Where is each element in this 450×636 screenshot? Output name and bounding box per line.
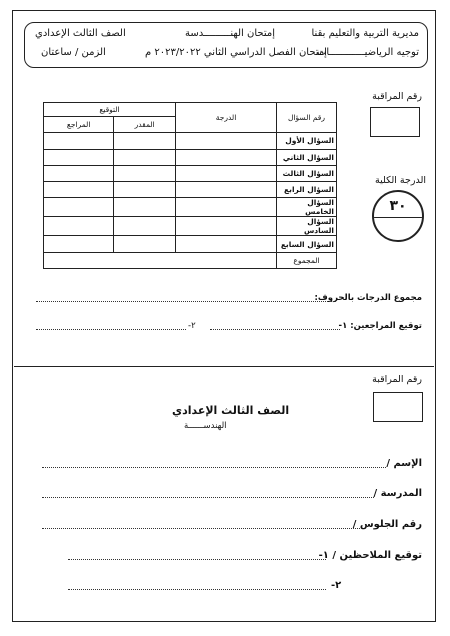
question-4-label: السؤال الرابع — [277, 182, 337, 198]
table-row-total — [44, 252, 337, 268]
header-question-number: رقم السؤال — [277, 103, 337, 133]
reviewer-cell[interactable] — [44, 217, 114, 236]
exam-header — [24, 22, 428, 68]
reviewer-1-line[interactable] — [210, 329, 340, 330]
grade-cell[interactable] — [176, 149, 277, 165]
seat-number-field[interactable] — [42, 528, 362, 529]
grader-cell[interactable] — [114, 149, 176, 165]
grade-cell[interactable] — [176, 133, 277, 149]
reviewer-cell[interactable] — [44, 165, 114, 181]
question-2-label: السؤال الثاني — [277, 149, 337, 165]
total-grade-label: الدرجة الكلية — [375, 175, 426, 186]
table-row — [44, 217, 337, 236]
duration-text: الزمن / ساعتان — [41, 47, 106, 58]
name-field[interactable] — [42, 467, 386, 468]
seat-number-label-bottom: رقم المراقبة — [372, 374, 422, 385]
total-grade-value: ٣٠ — [389, 198, 407, 214]
grade-level-text: الصف الثالث الإعدادي — [35, 28, 126, 39]
name-label: الإسم / — [386, 458, 422, 469]
question-5-label: السؤال الخامس — [277, 198, 337, 217]
seat-number-label-top: رقم المراقبة — [372, 91, 422, 102]
observers-label: توقيع الملاحظين / ١- — [318, 550, 422, 561]
reviewer-2-label: ٢- — [188, 321, 196, 331]
observer-2-label: ٢- — [331, 580, 342, 591]
grade-cell[interactable] — [176, 182, 277, 198]
grader-cell[interactable] — [114, 165, 176, 181]
directorate-text: مديرية التربية والتعليم بقنا — [311, 28, 419, 39]
grader-cell[interactable] — [114, 182, 176, 198]
total-row-label: المجموع — [277, 252, 337, 268]
seat-number-box-bottom[interactable] — [373, 392, 423, 422]
reviewer-cell[interactable] — [44, 149, 114, 165]
reviewer-cell[interactable] — [44, 133, 114, 149]
grader-cell[interactable] — [114, 198, 176, 217]
table-row — [44, 198, 337, 217]
header-reviewer: المراجع — [44, 117, 114, 133]
grader-cell[interactable] — [114, 217, 176, 236]
reviewer-cell[interactable] — [44, 198, 114, 217]
grade-cell[interactable] — [176, 217, 277, 236]
observer-1-field[interactable] — [68, 559, 326, 560]
department-text: توجيه الرياضيــــــــــــات — [317, 47, 419, 58]
bottom-subject: الهندســــــة — [184, 421, 227, 431]
bottom-grade-title: الصف الثالث الإعدادي — [172, 404, 290, 417]
grader-cell[interactable] — [114, 236, 176, 252]
grader-cell[interactable] — [114, 133, 176, 149]
grades-in-letters-line[interactable] — [36, 301, 336, 302]
school-label: المدرسة / — [373, 488, 422, 499]
grade-cell[interactable] — [176, 236, 277, 252]
observer-2-field[interactable] — [68, 589, 326, 590]
question-3-label: السؤال الثالث — [277, 165, 337, 181]
header-grade: الدرجة — [176, 103, 277, 133]
reviewers-signature-label: توقيع المراجعين: ١- — [338, 321, 422, 331]
grade-cell[interactable] — [176, 198, 277, 217]
header-grader: المقدر — [114, 117, 176, 133]
grades-table — [43, 102, 337, 269]
question-1-label: السؤال الأول — [277, 133, 337, 149]
school-field[interactable] — [42, 497, 374, 498]
question-6-label: السؤال السادس — [277, 217, 337, 236]
question-7-label: السؤال السابع — [277, 236, 337, 252]
table-row — [44, 236, 337, 252]
seat-number-label: رقم الجلوس / — [352, 519, 422, 530]
exam-term: إمتحان الفصل الدراسي الثاني ٢٠٢٣/٢٠٢٢ م — [145, 47, 327, 58]
reviewer-cell[interactable] — [44, 236, 114, 252]
total-grade-circle — [372, 190, 424, 242]
table-row — [44, 182, 337, 198]
cut-line — [14, 366, 434, 367]
header-signature: التوقيع — [44, 103, 176, 117]
table-row — [44, 149, 337, 165]
reviewer-cell[interactable] — [44, 182, 114, 198]
reviewer-2-line[interactable] — [36, 329, 186, 330]
grades-in-letters-label: مجموع الدرجات بالحروف: — [314, 293, 422, 303]
table-row — [44, 133, 337, 149]
table-row — [44, 165, 337, 181]
total-cell[interactable] — [44, 252, 277, 268]
seat-number-box-top[interactable] — [370, 107, 420, 137]
exam-title: إمتحان الهنـــــــــدسة — [185, 28, 275, 39]
grade-cell[interactable] — [176, 165, 277, 181]
